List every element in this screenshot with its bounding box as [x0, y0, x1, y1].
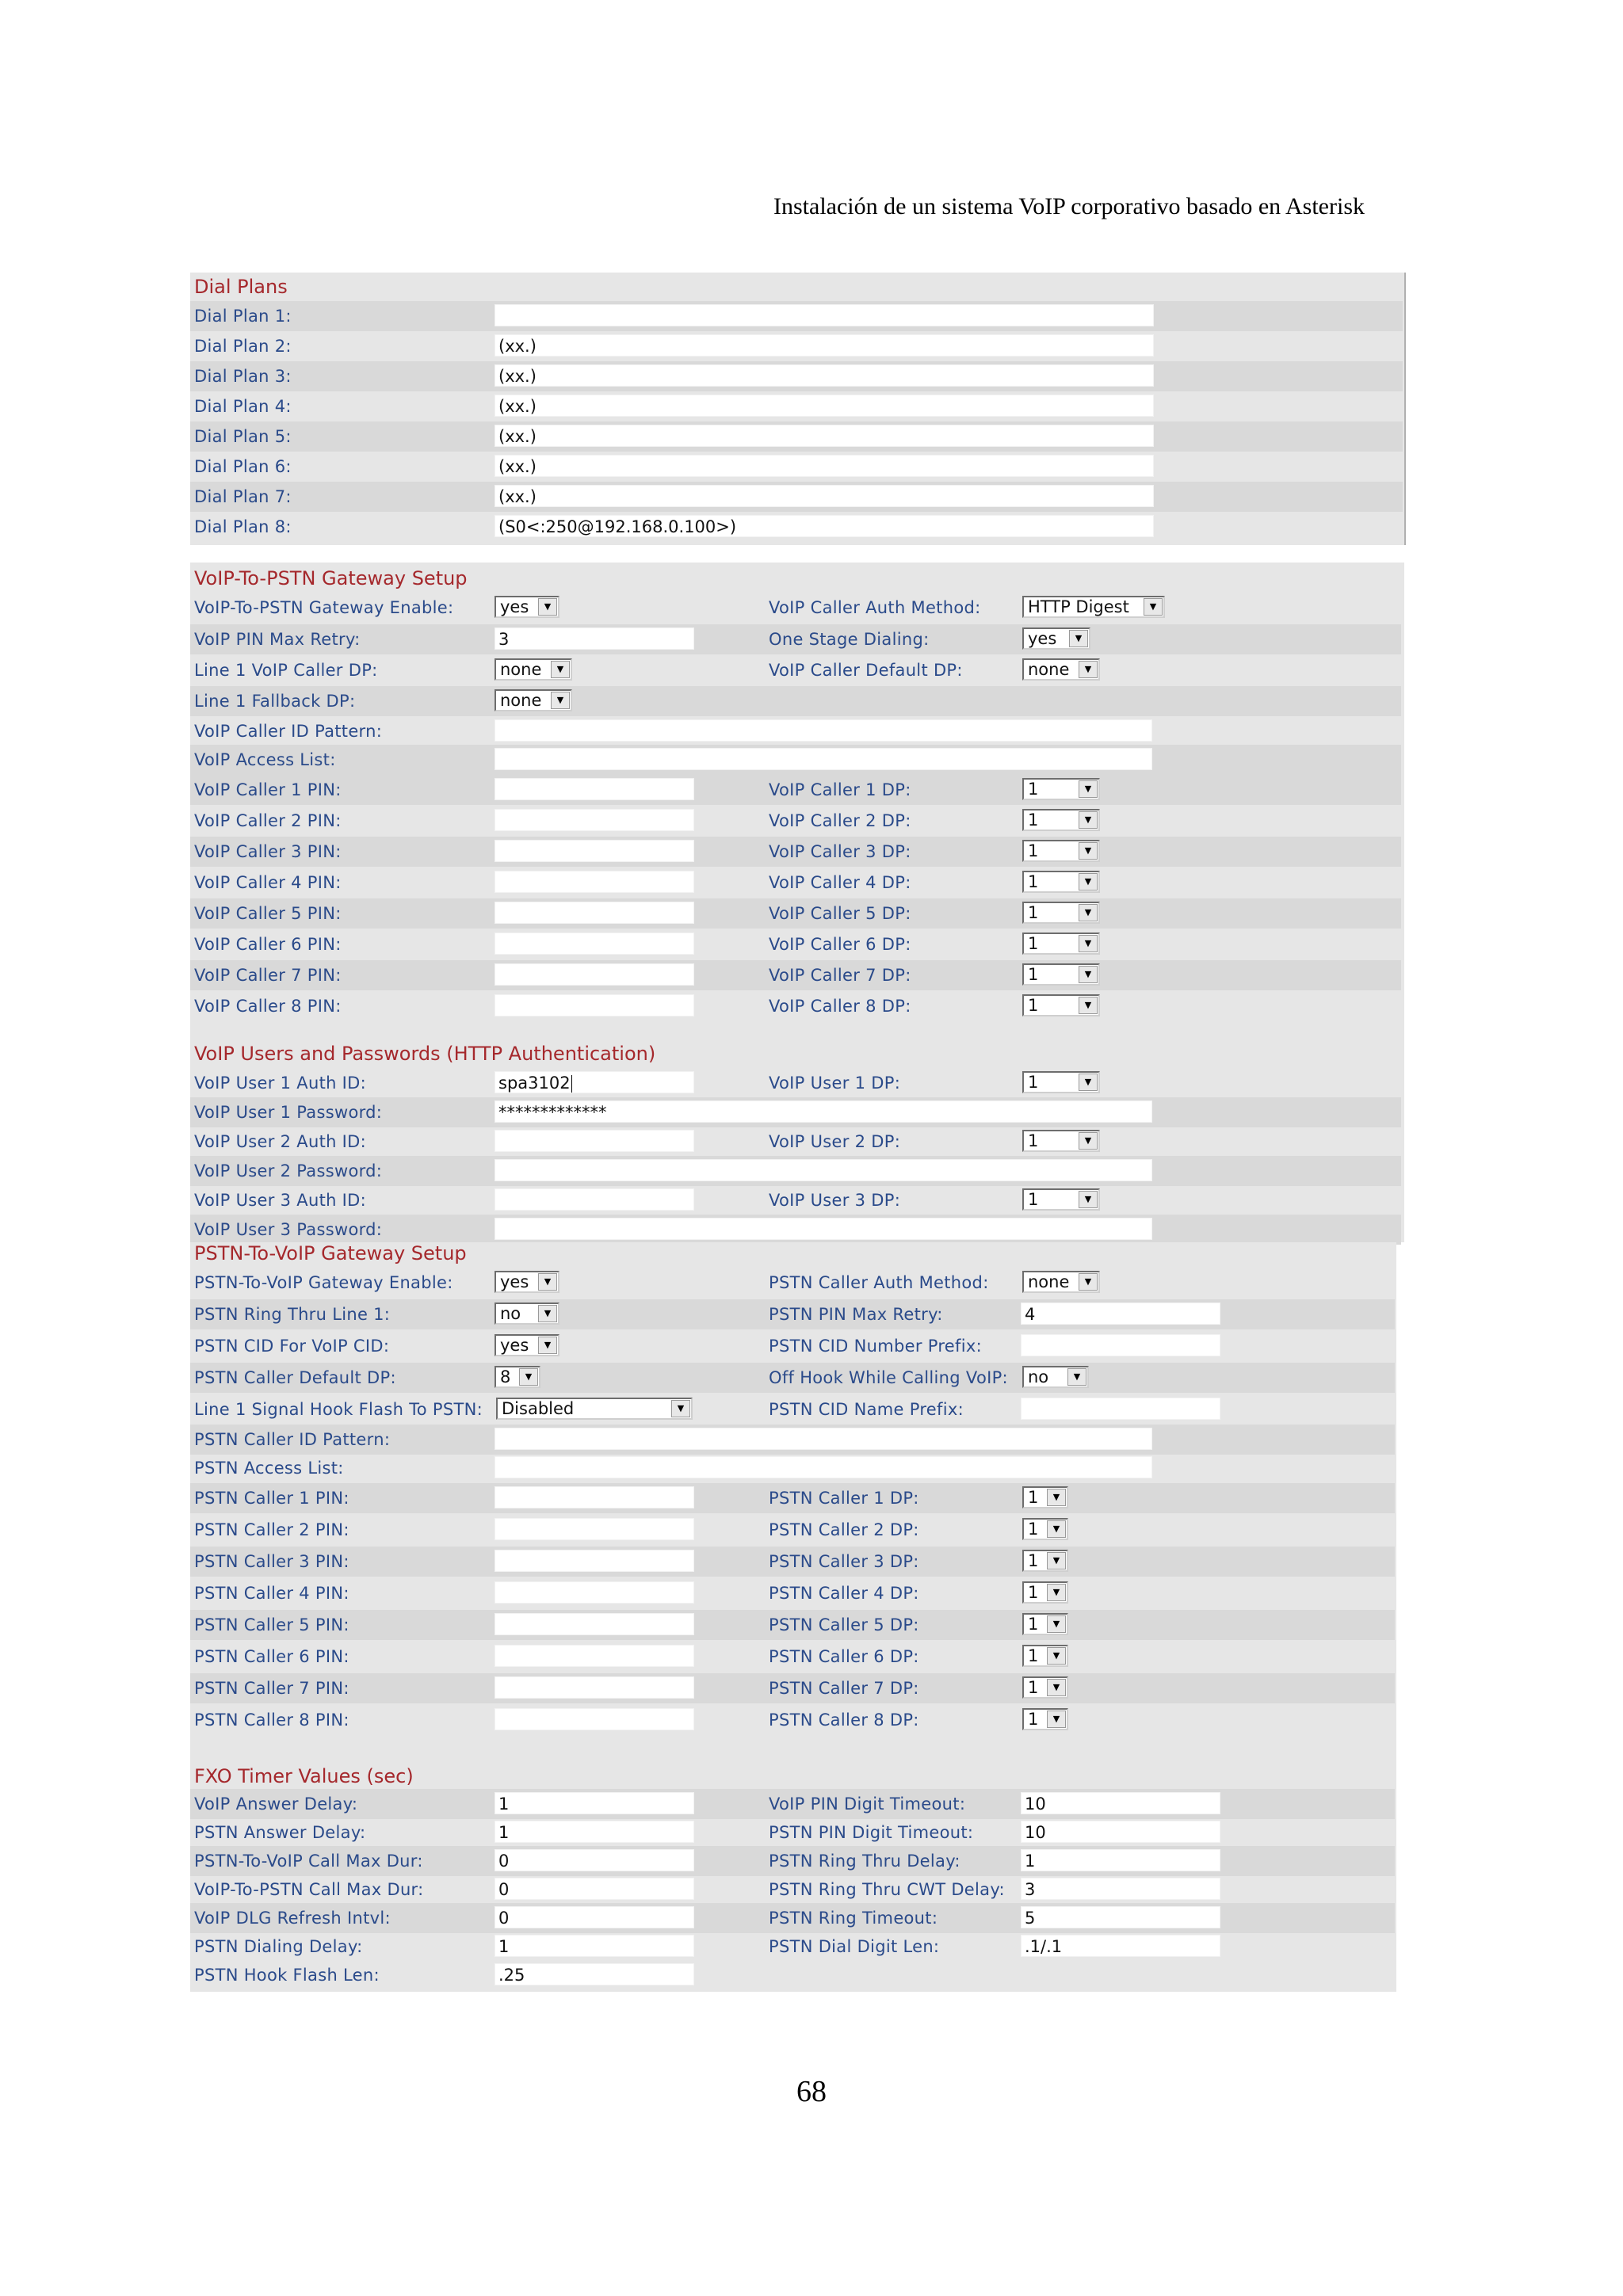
row: [190, 1483, 1395, 1513]
voip-caller-1-pin-input[interactable]: [495, 778, 694, 800]
row: [190, 745, 1401, 775]
chevron-down-icon: ▼: [1079, 842, 1098, 860]
pstn-caller-6-pin-input[interactable]: [495, 1645, 694, 1667]
off-hook-calling-voip-select[interactable]: [1022, 1366, 1089, 1388]
fxo-right-3-input[interactable]: 1: [1021, 1849, 1220, 1871]
fxo-right-1-input[interactable]: 10: [1021, 1792, 1220, 1814]
dial-plan-2-input[interactable]: (xx.): [495, 334, 1154, 357]
field-label: Line 1 Signal Hook Flash To PSTN:: [194, 1400, 483, 1419]
select-value: 1: [1028, 1710, 1039, 1729]
line1-voip-caller-dp-select[interactable]: [495, 658, 572, 681]
select-value: 1: [1028, 1583, 1039, 1602]
field-label: VoIP Caller 3 PIN:: [194, 842, 342, 861]
fxo-right-4-input[interactable]: 3: [1021, 1878, 1220, 1900]
select-value: 1: [1028, 965, 1039, 984]
dial-plan-4-input[interactable]: (xx.): [495, 395, 1154, 417]
row: [190, 898, 1401, 929]
chevron-down-icon: ▼: [1047, 1615, 1066, 1633]
select-value: 1: [1028, 1131, 1039, 1150]
field-label: PSTN Access List:: [194, 1459, 344, 1478]
chevron-down-icon: ▼: [538, 598, 557, 616]
fxo-left-2-input[interactable]: 1: [495, 1821, 694, 1843]
select-value: 1: [1028, 1488, 1039, 1507]
field-label: PSTN-To-VoIP Call Max Dur:: [194, 1852, 423, 1871]
chevron-down-icon: ▼: [1079, 1074, 1098, 1091]
voip-caller-1-dp-select[interactable]: [1022, 778, 1100, 800]
dial-plans-panel: [190, 273, 1406, 545]
field-label: PSTN Ring Thru CWT Delay:: [769, 1880, 1005, 1899]
select-value: 1: [1028, 872, 1039, 891]
voip-user-2-auth-id-input[interactable]: [495, 1130, 694, 1152]
row: [190, 1425, 1395, 1455]
select-value: 1: [1028, 1073, 1039, 1092]
page-number: 68: [796, 2075, 827, 2108]
fxo-right-5-input[interactable]: 5: [1021, 1906, 1220, 1928]
voip-caller-2-pin-input[interactable]: [495, 809, 694, 831]
field-label: PSTN Caller 8 DP:: [769, 1711, 919, 1730]
field-label: PSTN Caller 4 PIN:: [194, 1584, 349, 1603]
select-value: none: [500, 691, 542, 710]
field-label: Dial Plan 4:: [194, 397, 292, 416]
fxo-left-3-input[interactable]: 0: [495, 1849, 694, 1871]
row: [190, 929, 1401, 959]
fxo-right-2-input[interactable]: 10: [1021, 1821, 1220, 1843]
field-label: PSTN Caller 8 PIN:: [194, 1711, 349, 1730]
chevron-down-icon: ▼: [538, 1273, 557, 1291]
field-label: PSTN Answer Delay:: [194, 1823, 366, 1842]
field-label: Line 1 VoIP Caller DP:: [194, 661, 378, 680]
row: [190, 452, 1403, 482]
row: [190, 1185, 1401, 1215]
row: [190, 1789, 1395, 1819]
page-header: Instalación de un sistema VoIP corporativo basado en Asterisk: [773, 193, 1365, 219]
voip-caller-4-pin-input[interactable]: [495, 871, 694, 893]
pstn-caller-2-pin-input[interactable]: [495, 1518, 694, 1540]
voip-user-2-dp-select[interactable]: [1022, 1130, 1100, 1152]
chevron-down-icon: ▼: [1047, 1489, 1066, 1506]
row: [190, 1299, 1395, 1329]
chevron-down-icon: ▼: [671, 1400, 690, 1417]
field-label: VoIP Caller 8 DP:: [769, 997, 911, 1016]
field-label: Off Hook While Calling VoIP:: [769, 1368, 1008, 1387]
field-label: VoIP PIN Digit Timeout:: [769, 1794, 966, 1814]
row: [190, 868, 1401, 898]
voip-user-3-password-input[interactable]: [495, 1218, 1152, 1240]
pstn-caller-3-pin-input[interactable]: [495, 1550, 694, 1572]
pstn-voip-panel: [190, 1242, 1396, 1767]
chevron-down-icon: ▼: [1079, 904, 1098, 921]
chevron-down-icon: ▼: [1079, 811, 1098, 829]
field-label: PSTN CID For VoIP CID:: [194, 1337, 390, 1356]
field-label: One Stage Dialing:: [769, 630, 930, 649]
field-label: VoIP Caller 2 DP:: [769, 811, 911, 830]
voip-pstn-panel: [190, 563, 1404, 1242]
voip-caller-3-pin-input[interactable]: [495, 840, 694, 862]
chevron-down-icon: ▼: [1047, 1679, 1066, 1696]
section-title: VoIP-To-PSTN Gateway Setup: [194, 567, 468, 589]
select-value: 1: [1028, 780, 1039, 799]
dial-plan-8-input[interactable]: (S0<:250@192.168.0.100>): [495, 515, 1154, 537]
pstn-cid-number-prefix-input[interactable]: [1021, 1334, 1220, 1356]
voip-caller-6-dp-select[interactable]: [1022, 933, 1100, 955]
fxo-left-6-input[interactable]: 1: [495, 1935, 694, 1957]
row: [190, 1215, 1401, 1245]
field-label: Dial Plan 5:: [194, 427, 292, 446]
pstn-cid-name-prefix-input[interactable]: [1021, 1398, 1220, 1420]
voip-caller-7-dp-select[interactable]: [1022, 963, 1100, 986]
field-label: VoIP User 1 Auth ID:: [194, 1074, 367, 1093]
voip-user-3-dp-select[interactable]: [1022, 1188, 1100, 1211]
row: [190, 1610, 1395, 1640]
voip-caller-3-dp-select[interactable]: [1022, 840, 1100, 862]
voip-pstn-gateway-enable-select[interactable]: [495, 596, 559, 618]
field-label: PSTN-To-VoIP Gateway Enable:: [194, 1273, 453, 1292]
voip-caller-8-dp-select[interactable]: [1022, 994, 1100, 1016]
row: [190, 806, 1401, 836]
select-value: 1: [1028, 1678, 1039, 1697]
field-label: VoIP Caller 5 PIN:: [194, 904, 342, 923]
field-label: VoIP Caller 8 PIN:: [194, 997, 342, 1016]
select-value: 1: [1028, 1646, 1039, 1665]
voip-user-1-dp-select[interactable]: [1022, 1071, 1100, 1093]
row: [190, 1394, 1395, 1425]
row: [190, 391, 1403, 421]
pstn-cid-for-voip-cid-select[interactable]: [495, 1334, 559, 1356]
field-label: PSTN Caller 5 DP:: [769, 1615, 919, 1634]
fxo-left-1-input[interactable]: 1: [495, 1792, 694, 1814]
field-label: PSTN PIN Digit Timeout:: [769, 1823, 974, 1842]
field-label: VoIP-To-PSTN Call Max Dur:: [194, 1880, 424, 1899]
select-value: no: [500, 1304, 521, 1323]
field-label: Dial Plan 2:: [194, 337, 292, 356]
field-label: PSTN Caller 3 DP:: [769, 1552, 919, 1571]
pstn-caller-8-pin-input[interactable]: [495, 1708, 694, 1730]
row: [190, 1268, 1395, 1298]
row: [190, 1642, 1395, 1672]
voip-caller-default-dp-select[interactable]: [1022, 658, 1100, 681]
field-label: VoIP User 2 DP:: [769, 1132, 901, 1151]
fxo-left-4-input[interactable]: 0: [495, 1878, 694, 1900]
pstn-caller-1-pin-input[interactable]: [495, 1486, 694, 1508]
select-value: none: [1028, 660, 1070, 679]
voip-caller-6-pin-input[interactable]: [495, 933, 694, 955]
row: [190, 421, 1403, 452]
field-label: VoIP User 3 DP:: [769, 1191, 901, 1210]
field-label: Dial Plan 8:: [194, 517, 292, 536]
select-value: none: [500, 660, 542, 679]
pstn-access-list-input[interactable]: [495, 1456, 1152, 1478]
text-cursor: [571, 1075, 572, 1093]
pstn-caller-7-pin-input[interactable]: [495, 1676, 694, 1699]
voip-caller-4-dp-select[interactable]: [1022, 871, 1100, 893]
row: [190, 716, 1401, 746]
pstn-ring-thru-line1-select[interactable]: [495, 1302, 559, 1325]
voip-caller-id-pattern-input[interactable]: [495, 719, 1152, 742]
voip-caller-2-dp-select[interactable]: [1022, 809, 1100, 831]
field-label: Dial Plan 1:: [194, 307, 292, 326]
voip-pin-max-retry-input[interactable]: 3: [495, 627, 694, 650]
field-label: PSTN Caller 7 DP:: [769, 1679, 919, 1698]
select-value: 1: [1028, 1551, 1039, 1570]
pstn-caller-6-dp-select[interactable]: [1022, 1645, 1068, 1667]
chevron-down-icon: ▼: [1144, 598, 1163, 616]
row: [190, 960, 1401, 990]
field-label: PSTN Caller 6 DP:: [769, 1647, 919, 1666]
dial-plan-5-input[interactable]: (xx.): [495, 425, 1154, 447]
field-label: VoIP Caller 4 DP:: [769, 873, 911, 892]
line1-fallback-dp-select[interactable]: [495, 689, 572, 711]
field-label: VoIP Caller 6 DP:: [769, 935, 911, 954]
field-label: VoIP Access List:: [194, 750, 336, 769]
select-value: 1: [1028, 996, 1039, 1015]
dial-plan-3-input[interactable]: (xx.): [495, 364, 1154, 387]
voip-caller-auth-method-select[interactable]: [1022, 596, 1165, 618]
row: [190, 1363, 1395, 1393]
fxo-timer-panel: [190, 1760, 1396, 1992]
field-label: Dial Plan 3:: [194, 367, 292, 386]
field-label: VoIP Caller 7 DP:: [769, 966, 911, 985]
row: [190, 1097, 1401, 1127]
field-label: VoIP User 3 Auth ID:: [194, 1191, 367, 1210]
pstn-hook-flash-len-input[interactable]: .25: [495, 1963, 694, 1985]
select-value: 1: [1028, 903, 1039, 922]
row: [190, 775, 1401, 805]
field-label: VoIP Caller 7 PIN:: [194, 966, 342, 985]
row: [190, 837, 1401, 867]
pstn-caller-id-pattern-input[interactable]: [495, 1428, 1152, 1450]
field-label: VoIP Caller 1 DP:: [769, 780, 911, 799]
row: [190, 482, 1403, 512]
field-label: VoIP Caller 5 DP:: [769, 904, 911, 923]
row: [190, 1846, 1395, 1876]
voip-caller-7-pin-input[interactable]: [495, 963, 694, 986]
select-value: Disabled: [502, 1399, 575, 1418]
chevron-down-icon: ▼: [538, 1305, 557, 1322]
field-label: PSTN Caller 1 PIN:: [194, 1489, 349, 1508]
select-value: no: [1028, 1367, 1049, 1386]
chevron-down-icon: ▼: [1047, 1552, 1066, 1569]
voip-caller-5-pin-input[interactable]: [495, 902, 694, 924]
field-label: VoIP Caller 6 PIN:: [194, 935, 342, 954]
row: [190, 1960, 1395, 1990]
field-label: Dial Plan 6:: [194, 457, 292, 476]
row: [190, 1068, 1401, 1098]
select-value: 8: [500, 1367, 511, 1386]
row: [190, 593, 1401, 623]
chevron-down-icon: ▼: [519, 1368, 538, 1386]
field-label: PSTN Caller 3 PIN:: [194, 1552, 349, 1571]
pstn-caller-3-dp-select[interactable]: [1022, 1550, 1068, 1572]
select-value: yes: [500, 1272, 529, 1291]
fxo-right-6-input[interactable]: .1/.1: [1021, 1935, 1220, 1957]
chevron-down-icon: ▼: [1079, 1273, 1098, 1291]
pstn-caller-4-pin-input[interactable]: [495, 1581, 694, 1604]
field-label: PSTN CID Name Prefix:: [769, 1400, 964, 1419]
chevron-down-icon: ▼: [1079, 966, 1098, 983]
pstn-voip-gateway-enable-select[interactable]: [495, 1271, 559, 1293]
field-label: VoIP Caller Auth Method:: [769, 598, 981, 617]
voip-caller-8-pin-input[interactable]: [495, 994, 694, 1016]
chevron-down-icon: ▼: [538, 1337, 557, 1354]
select-value: yes: [500, 597, 529, 616]
select-value: 1: [1028, 934, 1039, 953]
select-value: 1: [1028, 1520, 1039, 1539]
fxo-left-5-input[interactable]: 0: [495, 1906, 694, 1928]
row: [190, 1875, 1395, 1905]
select-value: 1: [1028, 841, 1039, 860]
row: [190, 1817, 1395, 1848]
field-label: PSTN Ring Timeout:: [769, 1909, 938, 1928]
row: [190, 1903, 1395, 1933]
voip-caller-5-dp-select[interactable]: [1022, 902, 1100, 924]
field-label: VoIP User 2 Password:: [194, 1161, 383, 1180]
one-stage-dialing-select[interactable]: [1022, 627, 1090, 650]
row: [190, 512, 1403, 542]
chevron-down-icon: ▼: [1079, 873, 1098, 891]
chevron-down-icon: ▼: [551, 692, 570, 709]
section-title: PSTN-To-VoIP Gateway Setup: [194, 1242, 467, 1264]
pstn-caller-auth-method-select[interactable]: [1022, 1271, 1100, 1293]
chevron-down-icon: ▼: [1047, 1647, 1066, 1665]
section-title: Dial Plans: [194, 276, 288, 298]
field-label: VoIP Caller ID Pattern:: [194, 722, 383, 741]
field-label: PSTN Caller 2 DP:: [769, 1520, 919, 1539]
row: [190, 1932, 1395, 1962]
row: [190, 1331, 1395, 1361]
row: [190, 1127, 1401, 1157]
chevron-down-icon: ▼: [1079, 661, 1098, 678]
chevron-down-icon: ▼: [1067, 1368, 1086, 1386]
pstn-caller-4-dp-select[interactable]: [1022, 1581, 1068, 1604]
row: [190, 1453, 1395, 1483]
row: [190, 655, 1401, 685]
select-value: 1: [1028, 1615, 1039, 1634]
chevron-down-icon: ▼: [1079, 997, 1098, 1014]
field-label: VoIP User 2 Auth ID:: [194, 1132, 367, 1151]
pstn-caller-8-dp-select[interactable]: [1022, 1708, 1068, 1730]
chevron-down-icon: ▼: [1079, 935, 1098, 952]
field-label: VoIP Caller 4 PIN:: [194, 873, 342, 892]
pstn-caller-default-dp-select[interactable]: [495, 1366, 540, 1388]
select-value: HTTP Digest: [1028, 597, 1129, 616]
section-title: FXO Timer Values (sec): [194, 1765, 414, 1787]
voip-access-list-input[interactable]: [495, 748, 1152, 770]
row: [190, 301, 1403, 331]
voip-user-3-auth-id-input[interactable]: [495, 1188, 694, 1211]
row: [190, 1673, 1395, 1703]
chevron-down-icon: ▼: [1079, 1132, 1098, 1150]
voip-user-2-password-input[interactable]: [495, 1159, 1152, 1181]
field-label: VoIP User 1 Password:: [194, 1103, 383, 1122]
row: [190, 331, 1403, 361]
row: [190, 1705, 1395, 1735]
field-label: VoIP Caller 2 PIN:: [194, 811, 342, 830]
select-value: 1: [1028, 1190, 1039, 1209]
field-label: Dial Plan 7:: [194, 487, 292, 506]
chevron-down-icon: ▼: [1047, 1520, 1066, 1538]
field-label: PSTN Caller 6 PIN:: [194, 1647, 349, 1666]
field-label: PSTN Caller 4 DP:: [769, 1584, 919, 1603]
field-label: PSTN Caller 1 DP:: [769, 1489, 919, 1508]
row: [190, 1578, 1395, 1608]
chevron-down-icon: ▼: [1079, 780, 1098, 798]
voip-user-1-password-input[interactable]: *************: [495, 1100, 1152, 1123]
field-label: VoIP Caller Default DP:: [769, 661, 963, 680]
dial-plan-1-input[interactable]: [495, 304, 1154, 326]
field-label: PSTN Caller 2 PIN:: [194, 1520, 349, 1539]
field-label: PSTN Hook Flash Len:: [194, 1966, 380, 1985]
field-label: PSTN PIN Max Retry:: [769, 1305, 943, 1324]
field-label: VoIP Answer Delay:: [194, 1794, 358, 1814]
pstn-pin-max-retry-input[interactable]: 4: [1021, 1302, 1220, 1325]
field-label: PSTN Caller ID Pattern:: [194, 1430, 391, 1449]
section-title: VoIP Users and Passwords (HTTP Authentication): [194, 1043, 656, 1065]
field-label: VoIP User 3 Password:: [194, 1220, 383, 1239]
chevron-down-icon: ▼: [1069, 630, 1088, 647]
pstn-caller-7-dp-select[interactable]: [1022, 1676, 1068, 1699]
voip-user-1-auth-id-input[interactable]: spa3102: [495, 1071, 694, 1093]
pstn-caller-5-pin-input[interactable]: [495, 1613, 694, 1635]
select-value: yes: [500, 1336, 529, 1355]
field-label: VoIP User 1 DP:: [769, 1074, 901, 1093]
pstn-caller-5-dp-select[interactable]: [1022, 1613, 1068, 1635]
field-label: PSTN Ring Thru Delay:: [769, 1852, 960, 1871]
row: [190, 1156, 1401, 1186]
field-label: VoIP DLG Refresh Intvl:: [194, 1909, 391, 1928]
signal-hook-flash-select[interactable]: [496, 1398, 693, 1420]
pstn-caller-2-dp-select[interactable]: [1022, 1518, 1068, 1540]
row: [190, 991, 1401, 1021]
field-label: VoIP-To-PSTN Gateway Enable:: [194, 598, 454, 617]
field-label: PSTN Ring Thru Line 1:: [194, 1305, 391, 1324]
row: [190, 1547, 1395, 1577]
chevron-down-icon: ▼: [1047, 1584, 1066, 1601]
dial-plan-6-input[interactable]: (xx.): [495, 455, 1154, 477]
field-label: PSTN CID Number Prefix:: [769, 1337, 982, 1356]
select-value: 1: [1028, 810, 1039, 830]
select-value: yes: [1028, 629, 1057, 648]
chevron-down-icon: ▼: [551, 661, 570, 678]
field-label: PSTN Dial Digit Len:: [769, 1937, 940, 1956]
field-label: VoIP PIN Max Retry:: [194, 630, 361, 649]
field-label: PSTN Caller Auth Method:: [769, 1273, 989, 1292]
row: [190, 361, 1403, 391]
field-label: PSTN Dialing Delay:: [194, 1937, 363, 1956]
row: [190, 624, 1401, 654]
dial-plan-7-input[interactable]: (xx.): [495, 485, 1154, 507]
field-label: Line 1 Fallback DP:: [194, 692, 356, 711]
field-label: VoIP Caller 3 DP:: [769, 842, 911, 861]
field-label: VoIP Caller 1 PIN:: [194, 780, 342, 799]
select-value: none: [1028, 1272, 1070, 1291]
chevron-down-icon: ▼: [1079, 1191, 1098, 1208]
field-label: PSTN Caller Default DP:: [194, 1368, 396, 1387]
row: [190, 686, 1401, 716]
pstn-caller-1-dp-select[interactable]: [1022, 1486, 1068, 1508]
row: [190, 1515, 1395, 1545]
chevron-down-icon: ▼: [1047, 1711, 1066, 1728]
field-label: PSTN Caller 7 PIN:: [194, 1679, 349, 1698]
field-label: PSTN Caller 5 PIN:: [194, 1615, 349, 1634]
